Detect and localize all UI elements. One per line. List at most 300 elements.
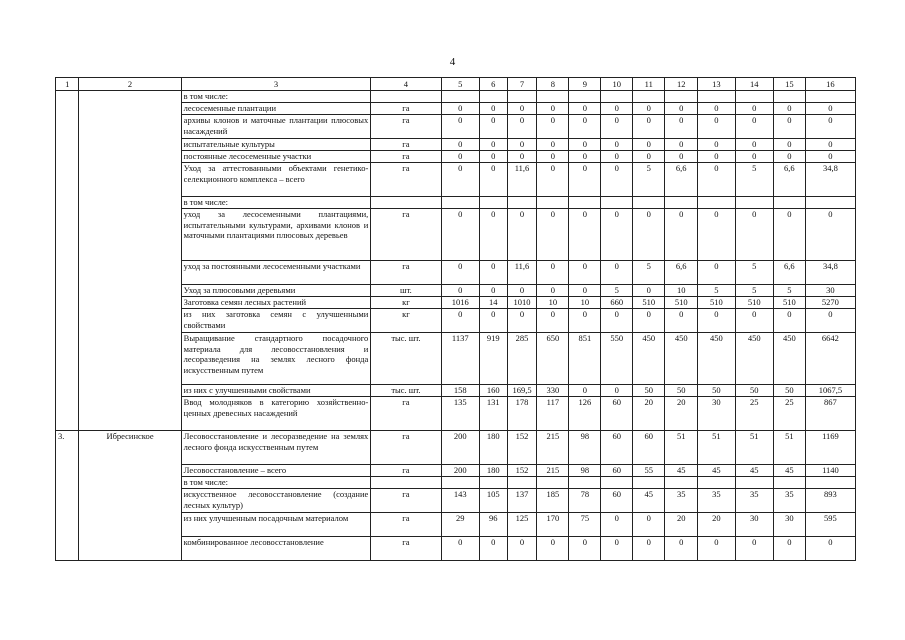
value-cell-col-6: 0	[479, 103, 507, 115]
unit-cell	[371, 477, 441, 489]
value-cell-col-7: 137	[507, 489, 537, 513]
value-cell-col-10: 0	[601, 513, 633, 537]
value-cell-col-6	[479, 477, 507, 489]
value-cell-col-16	[805, 477, 855, 489]
value-cell-col-10: 60	[601, 489, 633, 513]
value-cell-col-14: 0	[735, 537, 773, 561]
value-cell-col-14	[735, 91, 773, 103]
value-cell-col-6: 105	[479, 489, 507, 513]
activity-label-cell: Лесовосстановление – всего	[181, 465, 371, 477]
value-cell-col-13: 0	[698, 115, 735, 139]
value-cell-col-6: 0	[479, 151, 507, 163]
value-cell-col-16: 0	[805, 537, 855, 561]
value-cell-col-14	[735, 477, 773, 489]
value-cell-col-11: 55	[633, 465, 665, 477]
value-cell-col-8: 0	[537, 309, 569, 333]
forestry-name-cell	[79, 91, 181, 431]
value-cell-col-5: 143	[441, 489, 479, 513]
value-cell-col-6: 0	[479, 309, 507, 333]
value-cell-col-8: 215	[537, 431, 569, 465]
value-cell-col-7: 0	[507, 139, 537, 151]
value-cell-col-15: 0	[773, 151, 805, 163]
value-cell-col-12	[665, 91, 698, 103]
value-cell-col-15: 50	[773, 385, 805, 397]
value-cell-col-7: 0	[507, 309, 537, 333]
value-cell-col-10	[601, 91, 633, 103]
value-cell-col-7: 169,5	[507, 385, 537, 397]
value-cell-col-7	[507, 477, 537, 489]
column-number-8: 8	[537, 78, 569, 91]
column-number-14: 14	[735, 78, 773, 91]
value-cell-col-11	[633, 91, 665, 103]
value-cell-col-10	[601, 477, 633, 489]
value-cell-col-7: 0	[507, 537, 537, 561]
value-cell-col-10: 0	[601, 151, 633, 163]
value-cell-col-16	[805, 91, 855, 103]
unit-cell: га	[371, 209, 441, 261]
value-cell-col-6: 0	[479, 285, 507, 297]
unit-cell: га	[371, 465, 441, 477]
value-cell-col-7: 285	[507, 333, 537, 385]
value-cell-col-14: 0	[735, 209, 773, 261]
value-cell-col-7: 11,6	[507, 163, 537, 197]
activity-label-cell: в том числе:	[181, 197, 371, 209]
value-cell-col-14: 0	[735, 151, 773, 163]
value-cell-col-7: 0	[507, 103, 537, 115]
value-cell-col-5: 158	[441, 385, 479, 397]
table-body	[56, 91, 856, 561]
forestry-name-cell: Ибресинское	[79, 431, 181, 561]
activity-label-cell: комбинированное лесовосстановление	[181, 537, 371, 561]
value-cell-col-13: 5	[698, 285, 735, 297]
value-cell-col-12	[665, 197, 698, 209]
value-cell-col-11: 510	[633, 297, 665, 309]
value-cell-col-5: 0	[441, 163, 479, 197]
value-cell-col-9: 10	[569, 297, 601, 309]
activity-label-cell: испытательные культуры	[181, 139, 371, 151]
value-cell-col-13: 0	[698, 209, 735, 261]
value-cell-col-12: 0	[665, 537, 698, 561]
value-cell-col-11: 45	[633, 489, 665, 513]
column-number-9: 9	[569, 78, 601, 91]
value-cell-col-5: 0	[441, 537, 479, 561]
value-cell-col-11	[633, 197, 665, 209]
value-cell-col-7: 0	[507, 285, 537, 297]
column-number-1: 1	[56, 78, 79, 91]
value-cell-col-6	[479, 91, 507, 103]
value-cell-col-9: 126	[569, 397, 601, 431]
value-cell-col-12: 450	[665, 333, 698, 385]
value-cell-col-15: 35	[773, 489, 805, 513]
value-cell-col-5	[441, 91, 479, 103]
value-cell-col-11: 0	[633, 139, 665, 151]
value-cell-col-14: 0	[735, 309, 773, 333]
activity-label-cell: в том числе:	[181, 91, 371, 103]
value-cell-col-12: 0	[665, 309, 698, 333]
value-cell-col-8: 170	[537, 513, 569, 537]
value-cell-col-15: 45	[773, 465, 805, 477]
value-cell-col-9: 98	[569, 431, 601, 465]
value-cell-col-14: 5	[735, 261, 773, 285]
value-cell-col-9: 0	[569, 385, 601, 397]
value-cell-col-8: 10	[537, 297, 569, 309]
value-cell-col-10: 0	[601, 261, 633, 285]
value-cell-col-9: 0	[569, 151, 601, 163]
value-cell-col-8: 0	[537, 261, 569, 285]
unit-cell: га	[371, 397, 441, 431]
value-cell-col-6: 131	[479, 397, 507, 431]
value-cell-col-16	[805, 197, 855, 209]
value-cell-col-12: 0	[665, 209, 698, 261]
value-cell-col-10: 660	[601, 297, 633, 309]
value-cell-col-9: 0	[569, 309, 601, 333]
value-cell-col-15	[773, 91, 805, 103]
page-number: 4	[449, 56, 456, 68]
column-number-6: 6	[479, 78, 507, 91]
value-cell-col-9: 0	[569, 209, 601, 261]
unit-cell: тыс. шт.	[371, 333, 441, 385]
column-number-row	[56, 78, 856, 91]
value-cell-col-8: 215	[537, 465, 569, 477]
value-cell-col-14: 0	[735, 115, 773, 139]
value-cell-col-16: 0	[805, 209, 855, 261]
value-cell-col-14	[735, 197, 773, 209]
value-cell-col-12: 50	[665, 385, 698, 397]
value-cell-col-9: 0	[569, 115, 601, 139]
value-cell-col-13: 30	[698, 397, 735, 431]
value-cell-col-13: 0	[698, 163, 735, 197]
value-cell-col-15	[773, 197, 805, 209]
value-cell-col-11: 0	[633, 103, 665, 115]
value-cell-col-8	[537, 477, 569, 489]
value-cell-col-12: 0	[665, 151, 698, 163]
value-cell-col-13	[698, 197, 735, 209]
column-number-4: 4	[371, 78, 441, 91]
value-cell-col-15	[773, 477, 805, 489]
unit-cell: тыс. шт.	[371, 385, 441, 397]
value-cell-col-12: 510	[665, 297, 698, 309]
value-cell-col-7: 152	[507, 465, 537, 477]
value-cell-col-16: 0	[805, 139, 855, 151]
value-cell-col-16: 34,8	[805, 163, 855, 197]
value-cell-col-8: 0	[537, 103, 569, 115]
value-cell-col-7: 152	[507, 431, 537, 465]
activity-label-cell: Заготовка семян лесных растений	[181, 297, 371, 309]
unit-cell: шт.	[371, 285, 441, 297]
value-cell-col-14: 51	[735, 431, 773, 465]
activity-label-cell: Ввод молодняков в категорию хозяйственно-ценных древесных насаждений	[181, 397, 371, 431]
value-cell-col-16: 1169	[805, 431, 855, 465]
value-cell-col-6: 0	[479, 261, 507, 285]
value-cell-col-8: 0	[537, 151, 569, 163]
value-cell-col-16: 1140	[805, 465, 855, 477]
value-cell-col-5: 0	[441, 115, 479, 139]
value-cell-col-7: 1010	[507, 297, 537, 309]
value-cell-col-5: 0	[441, 285, 479, 297]
value-cell-col-10: 0	[601, 385, 633, 397]
value-cell-col-6: 919	[479, 333, 507, 385]
value-cell-col-16: 30	[805, 285, 855, 297]
value-cell-col-11: 20	[633, 397, 665, 431]
activity-label-cell: Лесовосстановление и лесоразведение на землях лесного фонда искусственным путем	[181, 431, 371, 465]
unit-cell	[371, 91, 441, 103]
value-cell-col-14: 35	[735, 489, 773, 513]
value-cell-col-5: 0	[441, 103, 479, 115]
value-cell-col-9: 98	[569, 465, 601, 477]
value-cell-col-8: 117	[537, 397, 569, 431]
value-cell-col-16: 0	[805, 309, 855, 333]
value-cell-col-13: 0	[698, 103, 735, 115]
column-number-13: 13	[698, 78, 735, 91]
activity-label-cell: из них улучшенным посадочным материалом	[181, 513, 371, 537]
value-cell-col-15: 450	[773, 333, 805, 385]
value-cell-col-14: 510	[735, 297, 773, 309]
value-cell-col-11: 5	[633, 163, 665, 197]
value-cell-col-14: 5	[735, 285, 773, 297]
value-cell-col-11: 5	[633, 261, 665, 285]
value-cell-col-9: 0	[569, 537, 601, 561]
row-index-cell	[56, 91, 79, 431]
table-row	[56, 431, 856, 465]
value-cell-col-8: 650	[537, 333, 569, 385]
value-cell-col-13: 45	[698, 465, 735, 477]
value-cell-col-7: 0	[507, 209, 537, 261]
value-cell-col-9: 0	[569, 103, 601, 115]
value-cell-col-6: 0	[479, 537, 507, 561]
activity-label-cell: постоянные лесосеменные участки	[181, 151, 371, 163]
value-cell-col-12: 0	[665, 139, 698, 151]
value-cell-col-5: 135	[441, 397, 479, 431]
column-number-10: 10	[601, 78, 633, 91]
value-cell-col-6	[479, 197, 507, 209]
value-cell-col-16: 34,8	[805, 261, 855, 285]
value-cell-col-7: 0	[507, 151, 537, 163]
value-cell-col-11: 450	[633, 333, 665, 385]
value-cell-col-11: 0	[633, 285, 665, 297]
value-cell-col-14: 30	[735, 513, 773, 537]
value-cell-col-13: 0	[698, 261, 735, 285]
value-cell-col-15: 0	[773, 115, 805, 139]
value-cell-col-5	[441, 197, 479, 209]
value-cell-col-13: 0	[698, 537, 735, 561]
value-cell-col-6: 0	[479, 163, 507, 197]
activity-label-cell: искусственное лесовосстановление (создание лесных культур)	[181, 489, 371, 513]
value-cell-col-12: 6,6	[665, 261, 698, 285]
unit-cell: га	[371, 489, 441, 513]
activity-label-cell: из них заготовка семян с улучшенными свойствами	[181, 309, 371, 333]
table-row	[56, 91, 856, 103]
activity-label-cell: в том числе:	[181, 477, 371, 489]
value-cell-col-10: 0	[601, 103, 633, 115]
value-cell-col-11: 0	[633, 513, 665, 537]
activity-label-cell: уход за постоянными лесосеменными участками	[181, 261, 371, 285]
value-cell-col-12: 0	[665, 115, 698, 139]
value-cell-col-15: 0	[773, 209, 805, 261]
value-cell-col-16: 595	[805, 513, 855, 537]
value-cell-col-9	[569, 91, 601, 103]
column-number-2: 2	[79, 78, 181, 91]
value-cell-col-5: 1016	[441, 297, 479, 309]
unit-cell: га	[371, 261, 441, 285]
value-cell-col-14: 450	[735, 333, 773, 385]
value-cell-col-5: 200	[441, 465, 479, 477]
value-cell-col-9: 0	[569, 261, 601, 285]
value-cell-col-5: 0	[441, 139, 479, 151]
value-cell-col-15: 0	[773, 537, 805, 561]
value-cell-col-14: 45	[735, 465, 773, 477]
value-cell-col-15: 0	[773, 139, 805, 151]
value-cell-col-9: 78	[569, 489, 601, 513]
value-cell-col-14: 0	[735, 103, 773, 115]
activity-label-cell: Уход за плюсовыми деревьями	[181, 285, 371, 297]
value-cell-col-5: 0	[441, 261, 479, 285]
value-cell-col-10: 60	[601, 397, 633, 431]
value-cell-col-10: 0	[601, 537, 633, 561]
value-cell-col-13: 0	[698, 139, 735, 151]
value-cell-col-16: 0	[805, 151, 855, 163]
value-cell-col-7: 125	[507, 513, 537, 537]
value-cell-col-5	[441, 477, 479, 489]
value-cell-col-7: 11,6	[507, 261, 537, 285]
value-cell-col-11: 0	[633, 115, 665, 139]
value-cell-col-13: 510	[698, 297, 735, 309]
value-cell-col-6: 0	[479, 209, 507, 261]
value-cell-col-11: 60	[633, 431, 665, 465]
row-index-cell: 3.	[56, 431, 79, 561]
value-cell-col-5: 1137	[441, 333, 479, 385]
value-cell-col-5: 0	[441, 151, 479, 163]
unit-cell: га	[371, 163, 441, 197]
value-cell-col-10: 5	[601, 285, 633, 297]
value-cell-col-5: 0	[441, 209, 479, 261]
unit-cell: га	[371, 139, 441, 151]
value-cell-col-15: 51	[773, 431, 805, 465]
value-cell-col-7: 0	[507, 115, 537, 139]
value-cell-col-6: 180	[479, 431, 507, 465]
value-cell-col-12	[665, 477, 698, 489]
activity-label-cell: Выращивание стандартного посадочного материала для лесовосстановления и лесоразведения на землях лесного фонда искусственным путем	[181, 333, 371, 385]
value-cell-col-14: 0	[735, 139, 773, 151]
unit-cell: га	[371, 151, 441, 163]
value-cell-col-13: 20	[698, 513, 735, 537]
value-cell-col-8: 0	[537, 537, 569, 561]
value-cell-col-5: 29	[441, 513, 479, 537]
value-cell-col-8: 0	[537, 163, 569, 197]
activity-label-cell: лесосеменные плантации	[181, 103, 371, 115]
activity-label-cell: Уход за аттестованными объектами генетико-селекционного комплекса – всего	[181, 163, 371, 197]
column-number-11: 11	[633, 78, 665, 91]
value-cell-col-10	[601, 197, 633, 209]
value-cell-col-16: 893	[805, 489, 855, 513]
value-cell-col-11: 50	[633, 385, 665, 397]
value-cell-col-8: 0	[537, 209, 569, 261]
value-cell-col-13: 51	[698, 431, 735, 465]
unit-cell: га	[371, 537, 441, 561]
value-cell-col-10: 0	[601, 163, 633, 197]
unit-cell: га	[371, 513, 441, 537]
value-cell-col-13	[698, 477, 735, 489]
value-cell-col-13: 0	[698, 151, 735, 163]
value-cell-col-10: 60	[601, 431, 633, 465]
column-number-3: 3	[181, 78, 371, 91]
value-cell-col-15: 6,6	[773, 163, 805, 197]
value-cell-col-11: 0	[633, 537, 665, 561]
unit-cell: кг	[371, 309, 441, 333]
value-cell-col-6: 96	[479, 513, 507, 537]
unit-cell: га	[371, 431, 441, 465]
value-cell-col-15: 0	[773, 309, 805, 333]
value-cell-col-14: 25	[735, 397, 773, 431]
value-cell-col-9: 0	[569, 285, 601, 297]
value-cell-col-10: 0	[601, 115, 633, 139]
value-cell-col-11: 0	[633, 309, 665, 333]
value-cell-col-9: 0	[569, 139, 601, 151]
unit-cell: га	[371, 103, 441, 115]
value-cell-col-11: 0	[633, 151, 665, 163]
value-cell-col-15: 30	[773, 513, 805, 537]
value-cell-col-6: 180	[479, 465, 507, 477]
value-cell-col-6: 0	[479, 115, 507, 139]
value-cell-col-10: 0	[601, 309, 633, 333]
value-cell-col-16: 5270	[805, 297, 855, 309]
value-cell-col-6: 0	[479, 139, 507, 151]
value-cell-col-8	[537, 197, 569, 209]
value-cell-col-8: 330	[537, 385, 569, 397]
value-cell-col-10: 0	[601, 139, 633, 151]
value-cell-col-9	[569, 477, 601, 489]
value-cell-col-7: 178	[507, 397, 537, 431]
value-cell-col-11: 0	[633, 209, 665, 261]
activity-label-cell: из них с улучшенными свойствами	[181, 385, 371, 397]
value-cell-col-11	[633, 477, 665, 489]
value-cell-col-8: 0	[537, 285, 569, 297]
value-cell-col-7	[507, 91, 537, 103]
value-cell-col-8: 0	[537, 115, 569, 139]
value-cell-col-9: 75	[569, 513, 601, 537]
value-cell-col-12: 20	[665, 397, 698, 431]
value-cell-col-5: 200	[441, 431, 479, 465]
value-cell-col-16: 0	[805, 115, 855, 139]
value-cell-col-9: 0	[569, 163, 601, 197]
value-cell-col-13: 35	[698, 489, 735, 513]
column-number-15: 15	[773, 78, 805, 91]
value-cell-col-16: 6642	[805, 333, 855, 385]
value-cell-col-6: 160	[479, 385, 507, 397]
value-cell-col-12: 45	[665, 465, 698, 477]
unit-cell: кг	[371, 297, 441, 309]
value-cell-col-9	[569, 197, 601, 209]
value-cell-col-16: 0	[805, 103, 855, 115]
value-cell-col-10: 550	[601, 333, 633, 385]
value-cell-col-15: 6,6	[773, 261, 805, 285]
activity-label-cell: уход за лесосеменными плантациями, испытательными культурами, архивами клонов и маточными плантациями плюсовых деревьев	[181, 209, 371, 261]
activity-label-cell: архивы клонов и маточные плантации плюсовых насаждений	[181, 115, 371, 139]
value-cell-col-12: 10	[665, 285, 698, 297]
value-cell-col-16: 867	[805, 397, 855, 431]
value-cell-col-13	[698, 91, 735, 103]
value-cell-col-15: 5	[773, 285, 805, 297]
value-cell-col-8: 185	[537, 489, 569, 513]
column-number-16: 16	[805, 78, 855, 91]
value-cell-col-15: 510	[773, 297, 805, 309]
value-cell-col-13: 50	[698, 385, 735, 397]
value-cell-col-10: 60	[601, 465, 633, 477]
column-number-5: 5	[441, 78, 479, 91]
value-cell-col-12: 35	[665, 489, 698, 513]
value-cell-col-9: 851	[569, 333, 601, 385]
value-cell-col-8: 0	[537, 139, 569, 151]
value-cell-col-16: 1067,5	[805, 385, 855, 397]
